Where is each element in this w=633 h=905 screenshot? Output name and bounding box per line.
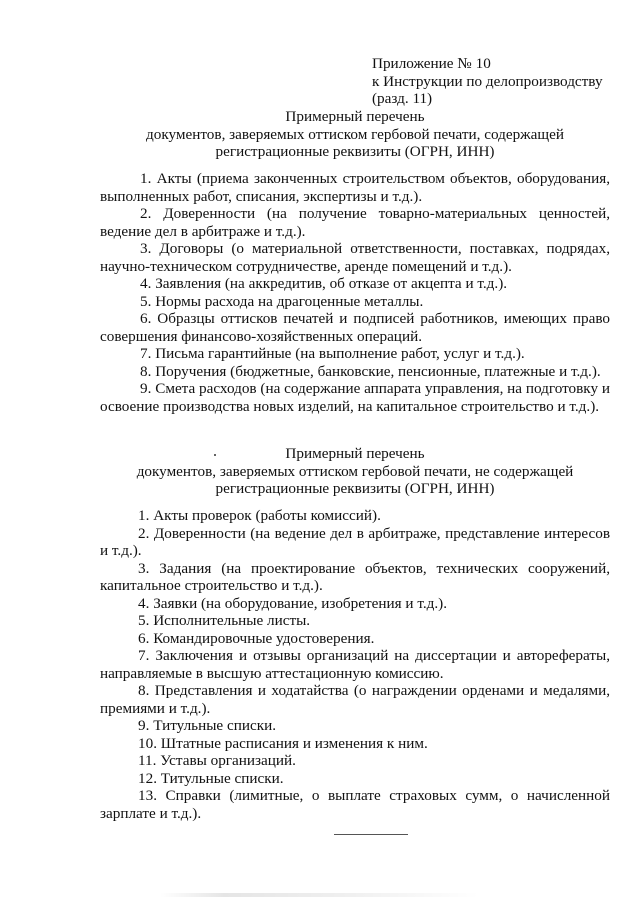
list-item: 7. Письма гарантийные (на выполнение работ, услуг и т.д.). (140, 345, 525, 362)
list-item: 5. Исполнительные листы. (138, 612, 311, 629)
list-item: 9. Смета расходов (на содержание аппарата управления, на подготовку и освоение производства новых изделий, на капитальное строительство и т.д.). (100, 380, 610, 415)
list-item: 2. Доверенности (на ведение дел в арбитраже, представление интересов и т.д.). (100, 524, 610, 559)
appendix-instruction: к Инструкции по делопроизводству (372, 72, 603, 90)
list-item: 4. Заявки (на оборудование, изобретения и т.д.). (138, 594, 447, 612)
end-divider (334, 834, 408, 835)
section1-heading (100, 108, 610, 161)
list-item: 3. Договоры (о материальной ответственности, поставках, подрядах, научно-техническом сотрудничестве, аренде помещений и т.д.). (100, 240, 610, 275)
section2-title: Примерный перечень (285, 445, 425, 462)
appendix-reference (372, 55, 622, 108)
list-item: 8. Представления и ходатайства (о награждении орденами и медалями, премиями и т.д.). (100, 682, 610, 717)
list-item: 9. Титульные списки. (138, 717, 276, 734)
appendix-section: (разд. 11) (372, 90, 433, 107)
section2-heading (100, 445, 610, 498)
appendix-number: Приложение № 10 (372, 55, 491, 72)
list-item: 7. Заключения и отзывы организаций на диссертации и авторефераты, направляемые в высшую аттестационную комиссию. (100, 647, 610, 682)
list-item: 6. Образцы оттисков печатей и подписей работников, имеющих право совершения финансово-хозяйственных операций. (100, 310, 610, 345)
list-item: 3. Задания (на проектирование объектов, технических сооружений, капитальное строительство и т.д.). (100, 559, 610, 594)
section1-subtitle-line2: регистрационные реквизиты (ОГРН, ИНН) (215, 143, 495, 160)
section1-subtitle-line1: документов, заверяемых оттиском гербовой печати, содержащей (146, 125, 564, 143)
scan-edge-smudge (160, 893, 480, 897)
section1-list (100, 170, 610, 415)
section2-subtitle-line2: регистрационные реквизиты (ОГРН, ИНН) (215, 480, 495, 497)
section1-title: Примерный перечень (285, 108, 425, 125)
list-item: 10. Штатные расписания и изменения к ним. (138, 734, 428, 752)
list-item: 6. Командировочные удостоверения. (138, 629, 375, 647)
list-item: 5. Нормы расхода на драгоценные металлы. (140, 292, 424, 310)
list-item: 4. Заявления (на аккредитив, об отказе от акцепта и т.д.). (140, 275, 508, 292)
list-item: 1. Акты (приема законченных строительством объектов, оборудования, выполненных работ, списания, экспертизы и т.д.). (100, 170, 610, 205)
list-item: 12. Титульные списки. (138, 769, 284, 787)
list-item: 2. Доверенности (на получение товарно-материальных ценностей, ведение дел в арбитраже и т.д.). (100, 205, 610, 240)
list-item: 11. Уставы организаций. (138, 752, 296, 769)
list-item: 8. Поручения (бюджетные, банковские, пенсионные, платежные и т.д.). (140, 362, 601, 380)
section2-list (100, 507, 610, 822)
list-item: 1. Акты проверок (работы комиссий). (138, 507, 381, 524)
section2-subtitle-line1: документов, заверяемых оттиском гербовой печати, не содержащей (136, 462, 574, 480)
list-item: 13. Справки (лимитные, о выплате страховых сумм, о начисленной зарплате и т.д.). (100, 787, 610, 822)
